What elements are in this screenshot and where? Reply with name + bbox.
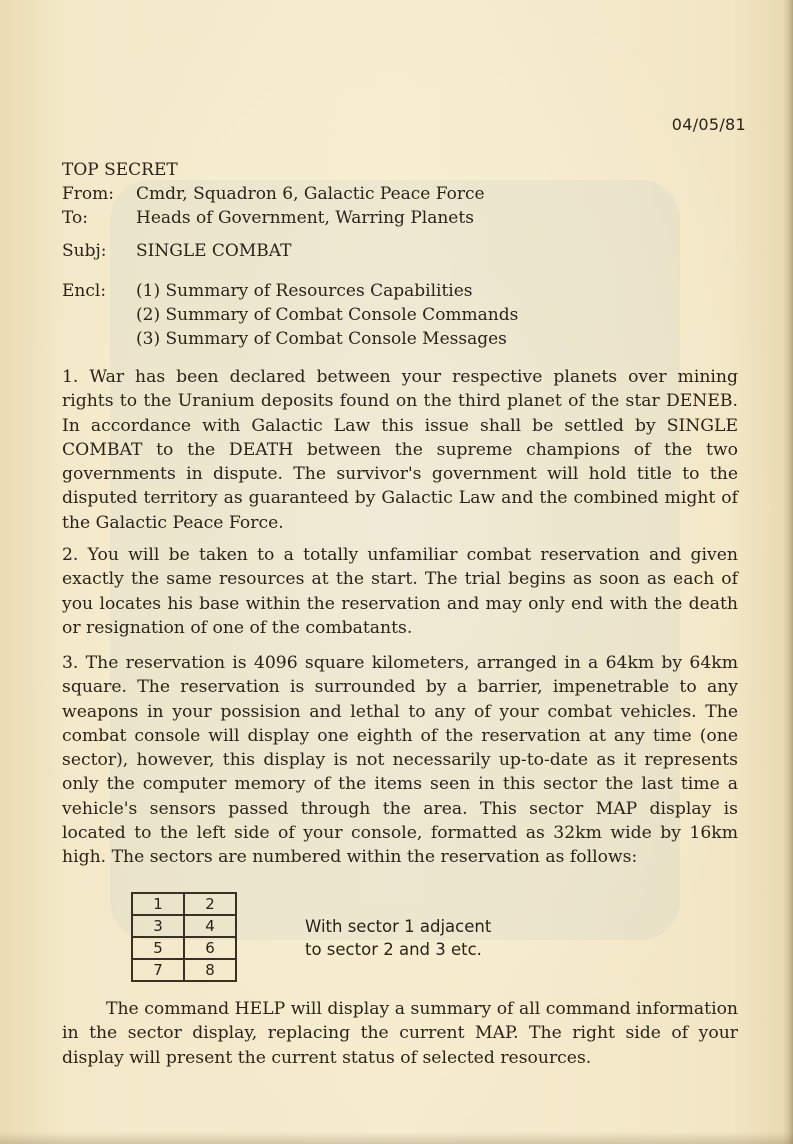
memo-header xyxy=(62,158,485,230)
from-row xyxy=(62,182,485,206)
to-row xyxy=(62,206,485,230)
table-row xyxy=(132,893,236,915)
from-value: Cmdr, Squadron 6, Galactic Peace Force xyxy=(136,184,485,204)
paragraph-3: 3. The reservation is 4096 square kilometers, arranged in a 64km by 64km square. The reservation is surrounded by a barrier, impenetrable to any weapons in your possision and lethal to any of your combat vehicles. The combat console will display one eighth of the reservation at any time (one sector), however, this display is not necessarily up-to-date as it represents only the computer memory of the items seen in this sector the last time a vehicle's sensors passed through the area. This sector MAP display is located to the left side of your console, formatted as 32km wide by 16km high. The sectors are numbered within the reservation as follows: xyxy=(62,653,738,868)
sector-cell: 5 xyxy=(132,937,184,959)
sector-cell: 8 xyxy=(184,959,236,981)
to-value: Heads of Government, Warring Planets xyxy=(136,208,474,228)
sector-cell: 1 xyxy=(132,893,184,915)
paper-edge-bottom xyxy=(0,1132,793,1144)
sector-cell: 2 xyxy=(184,893,236,915)
sector-cell: 3 xyxy=(132,915,184,937)
table-row xyxy=(132,959,236,981)
table-note-line: to sector 2 and 3 etc. xyxy=(305,940,482,959)
sector-cell: 4 xyxy=(184,915,236,937)
to-label: To: xyxy=(62,208,88,228)
sector-cell: 6 xyxy=(184,937,236,959)
sector-table xyxy=(131,892,237,982)
table-row xyxy=(132,915,236,937)
subject-row xyxy=(62,241,291,261)
enclosure-item: (1) Summary of Resources Capabilities xyxy=(136,281,473,301)
enclosure-item: (2) Summary of Combat Console Commands xyxy=(136,305,519,325)
enclosure-item: (3) Summary of Combat Console Messages xyxy=(136,329,507,349)
paper-edge-right xyxy=(783,0,793,1144)
table-note-line: With sector 1 adjacent xyxy=(305,917,492,936)
classification-label: TOP SECRET xyxy=(62,160,178,180)
sector-cell: 7 xyxy=(132,959,184,981)
table-row xyxy=(132,937,236,959)
from-label: From: xyxy=(62,184,115,204)
paragraph-help: The command HELP will display a summary of all command information in the sector display, replacing the current MAP. The right side of your display will present the current status of selected resources. xyxy=(62,999,738,1068)
enclosure-label: Encl: xyxy=(62,281,107,301)
sector-table-note xyxy=(305,915,491,961)
subject-label: Subj: xyxy=(62,241,107,261)
enclosure-list xyxy=(136,279,518,351)
paragraph-2: 2. You will be taken to a totally unfamiliar combat reservation and given exactly the same resources at the start. The trial begins as soon as each of you locates his base within the reservation and may only end with the death or resignation of one of the combatants. xyxy=(62,545,738,638)
memo-date: 04/05/81 xyxy=(671,115,746,134)
paragraph-1: 1. War has been declared between your respective planets over mining rights to the Uranium deposits found on the third planet of the star DENEB. In accordance with Galactic Law this issue shall be settled by SINGLE COMBAT to the DEATH between the supreme champions of the two governments in dispute. The survivor's government will hold title to the disputed territory as guaranteed by Galactic Law and the combined might of the Galactic Peace Force. xyxy=(62,367,738,533)
enclosures xyxy=(62,279,518,351)
subject-value: SINGLE COMBAT xyxy=(136,241,292,261)
